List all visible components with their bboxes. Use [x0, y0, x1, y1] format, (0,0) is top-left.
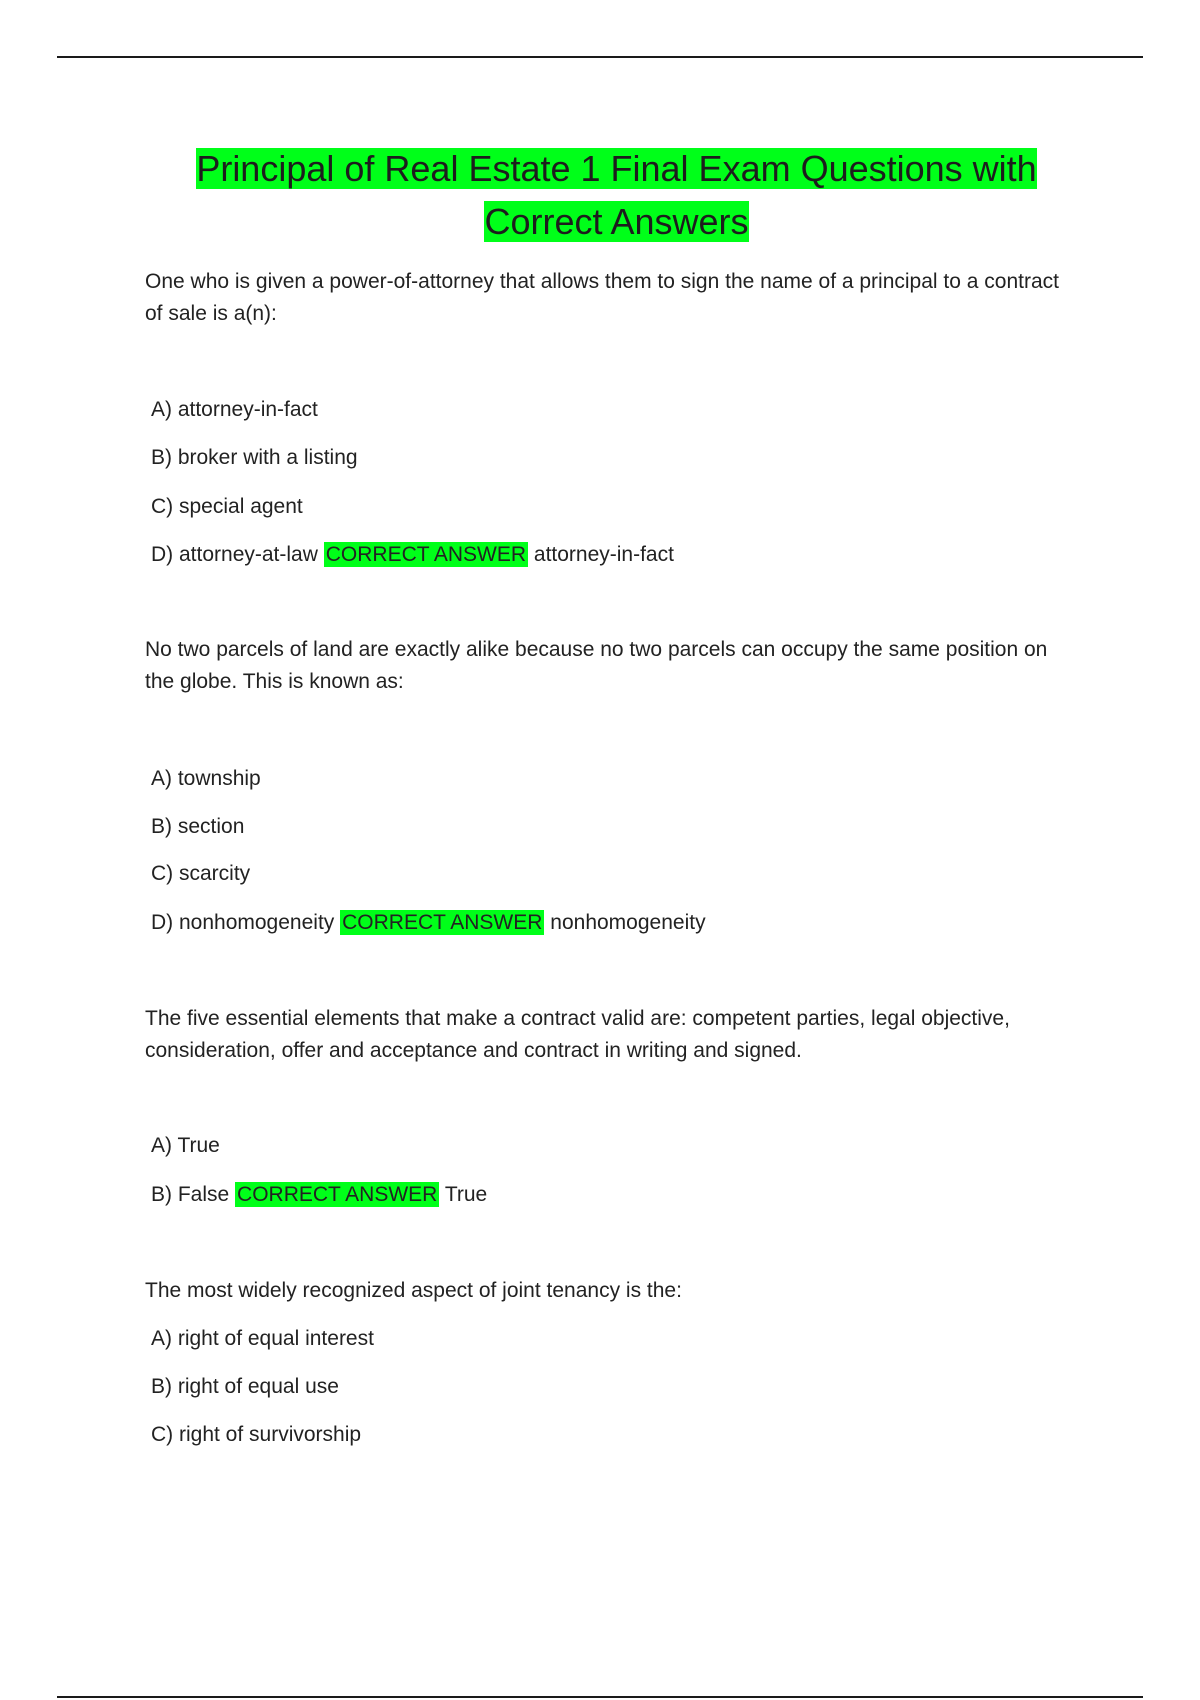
- title-line-1: Principal of Real Estate 1 Final Exam Questions with: [196, 148, 1037, 189]
- document-title: [140, 142, 1093, 248]
- question-2-option-d: D) nonhomogeneity: [151, 911, 335, 934]
- question-1-text: One who is given a power-of-attorney that allows them to sign the name of a principal to a contract of sale is a(n):: [145, 270, 1059, 325]
- correct-answer-label: CORRECT ANSWER: [237, 1183, 438, 1206]
- question-3-answer: True: [444, 1183, 488, 1206]
- question-2-option-a: A) township: [151, 767, 261, 790]
- correct-answer-label: CORRECT ANSWER: [325, 543, 527, 566]
- title-line-2: Correct Answers: [484, 201, 749, 242]
- question-2-option-d-line: [151, 909, 706, 937]
- question-3-option-b: B) False: [151, 1183, 230, 1206]
- question-1-answer: attorney-in-fact: [533, 543, 674, 566]
- question-1-option-d: D) attorney-at-law: [151, 543, 318, 566]
- question-3-text: The five essential elements that make a contract valid are: competent parties, legal objective, consideration, offer and acceptance and contract in writing and signed.: [145, 1007, 1010, 1062]
- question-3-option-b-line: [151, 1181, 487, 1209]
- bottom-rule: [57, 1696, 1143, 1698]
- question-2-text: No two parcels of land are exactly alike because no two parcels can occupy the same position on the globe. This is known as:: [145, 638, 1048, 693]
- correct-answer-label: CORRECT ANSWER: [342, 911, 543, 934]
- question-1-option-b: B) broker with a listing: [151, 446, 358, 469]
- question-4-option-b: B) right of equal use: [151, 1375, 339, 1398]
- top-rule: [57, 56, 1143, 58]
- question-2-option-b: B) section: [151, 815, 245, 838]
- question-4-option-a: A) right of equal interest: [151, 1327, 374, 1350]
- question-4-option-c: C) right of survivorship: [151, 1423, 362, 1446]
- question-1-option-a: A) attorney-in-fact: [151, 398, 318, 421]
- question-4-text: The most widely recognized aspect of joint tenancy is the:: [145, 1279, 682, 1302]
- question-2-answer: nonhomogeneity: [550, 911, 706, 934]
- question-1-option-c: C) special agent: [151, 495, 303, 518]
- question-3-option-a: A) True: [151, 1134, 220, 1157]
- question-2-option-c: C) scarcity: [151, 862, 251, 885]
- question-1-option-d-line: [151, 541, 674, 569]
